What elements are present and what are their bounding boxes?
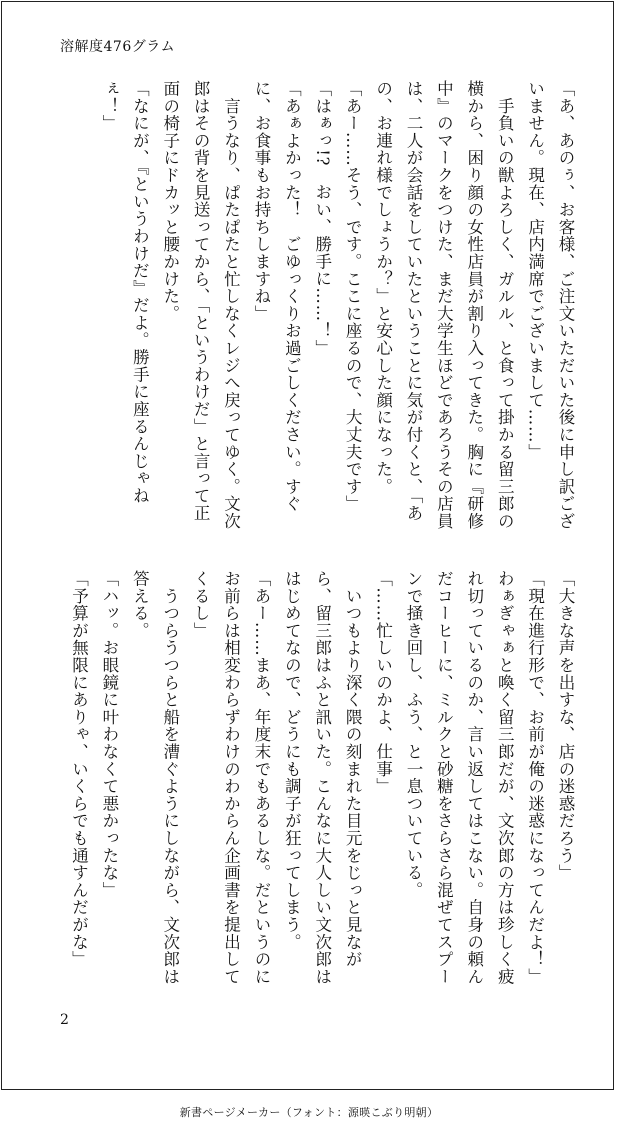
lower-text-block — [63, 570, 580, 1000]
paragraph: 「大きな声を出すな、店の迷惑だろう」 — [556, 570, 575, 882]
paragraph: 「現在進行形で、お前が俺の迷惑になってんだよ！」 — [525, 570, 545, 986]
paragraph: 言うなり、ぱたぱたと忙しなくレジへ戻ってゆく。文次郎はその背を見送ってから、「というわけだ」と言って正面の椅子にドカッと腰かけた。 — [160, 80, 241, 530]
upper-text-block — [94, 80, 581, 530]
paragraph: 「あー……そう、です。ここに座るので、大丈夫です」 — [343, 80, 363, 513]
paragraph: 「……忙しいのかよ、仕事」 — [373, 570, 393, 795]
paragraph: 「あー……まあ、年度末でもあるしな。だというのにお前らは相変わらずわけのわからん企画書を提出してくるし」 — [191, 570, 271, 986]
page-number: 2 — [60, 1012, 69, 1028]
footer-credit: 新書ページメーカー（フォント：源暎こぶり明朝） — [179, 1106, 439, 1119]
paragraph: 「はぁっ!? おい、勝手に……！」 — [312, 80, 332, 357]
paragraph: 「なにが、『というわけだ』だよ。勝手に座るんじゃねぇ！」 — [99, 80, 150, 505]
paragraph: 「予算が無限にありゃ、いくらでも通すんだがな」 — [69, 570, 89, 968]
page-title: 溶解度476グラム — [60, 39, 176, 55]
paragraph: うつらうつらと船を漕ぐようにしながら、文次郎は答える。 — [130, 570, 180, 986]
paragraph: 「あ、あのぅ、お客様、ご注文いただいた後に申し訳ございません。現在、店内満席でございまして……」 — [525, 80, 575, 530]
paragraph: 「ハッ。お眼鏡に叶わなくて悪かったな」 — [99, 570, 119, 899]
paragraph: いつもより深く隈の刻まれた目元をじっと見ながら、留三郎はふと訊いた。こんなに大人しい文次郎ははじめてなので、どうにも調子が狂ってしまう。 — [282, 570, 363, 986]
paragraph: 手負いの獣よろしく、ガルル、と食って掛かる留三郎の横から、困り顔の女性店員が割り入ってきた。胸に『研修中』のマークをつけた、まだ大学生ほどであろうその店員は、二人が会話をしていたということに気が付くと、「あの、お連れ様でしょうか？」と安心した顔になった。 — [373, 80, 515, 530]
paragraph: 「あぁよかった！ ごゆっくりお過ごしください。すぐに、お食事もお持ちしますね」 — [251, 80, 302, 513]
paragraph: わぁぎゃぁと喚く留三郎だが、文次郎の方は珍しく疲れ切っているのか、言い返してはこない。自身の頼んだコーヒーに、ミルクと砂糖をさらさら混ぜてスプーンで掻き回し、ふう、と一息ついている。 — [403, 570, 515, 986]
